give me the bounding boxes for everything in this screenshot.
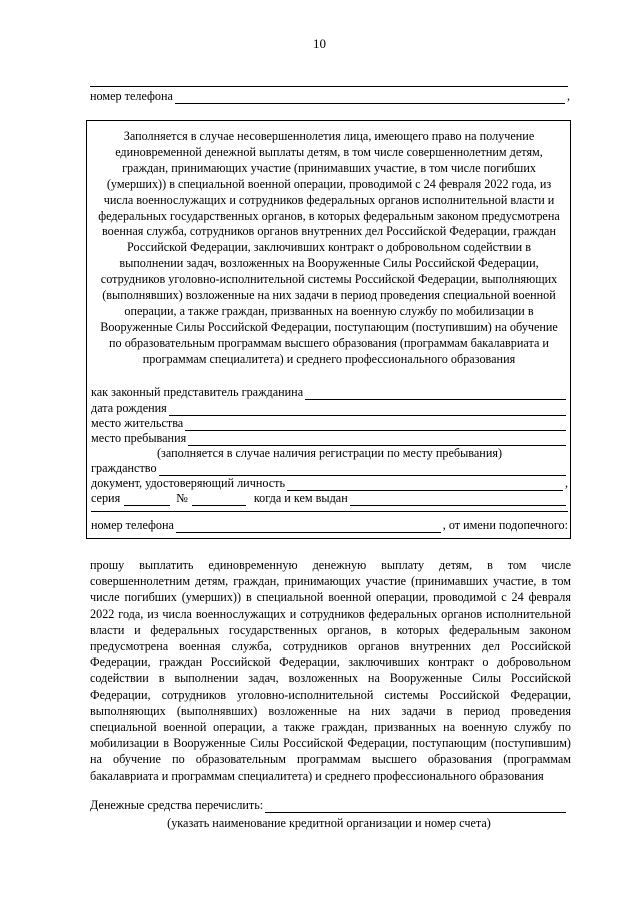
series-field[interactable] xyxy=(124,493,170,506)
series-label: серия xyxy=(91,491,121,505)
box-phone-label: номер телефона xyxy=(91,518,174,532)
top-phone-suffix: , xyxy=(566,89,570,103)
issued-continuation-line[interactable] xyxy=(91,511,568,512)
money-row xyxy=(90,797,568,813)
top-blank-line[interactable] xyxy=(90,86,568,87)
birth-date-row xyxy=(91,400,568,416)
money-note: (указать наименование кредитной организации и номер счета) xyxy=(167,816,491,830)
issued-label: когда и кем выдан xyxy=(253,491,348,505)
id-document-row xyxy=(91,475,568,491)
stay-row xyxy=(91,430,568,446)
box-phone-row xyxy=(91,517,568,533)
residence-row xyxy=(91,415,568,431)
citizenship-row xyxy=(91,460,568,476)
citizenship-label: гражданство xyxy=(91,461,157,475)
representative-field[interactable] xyxy=(305,387,566,400)
money-field[interactable] xyxy=(265,799,566,813)
representative-row xyxy=(91,384,568,400)
representative-label: как законный представитель гражданина xyxy=(91,385,304,399)
money-label: Денежные средства перечислить: xyxy=(90,798,264,812)
id-document-label: документ, удостоверяющий личность xyxy=(91,476,286,490)
residence-label: место жительства xyxy=(91,416,184,430)
request-paragraph: прошу выплатить единовременную денежную выплату детям, в том числе совершеннолетним детям, граждан, принимающих участие (принимавших участие, в том числе погибших (умерших)) в специальной военной операции, проводимой с 24 февраля 2022 года, из числа военнослужащих и сотрудников федеральных органов исполнительной власти и федеральных государственных органов, в которых федеральным законом предусмотрена военная служба, сотрудников органов внутренних дел Российской Федерации, граждан Российской Федерации, заключивших контракт о добровольном содействии в выполнении задач, возложенных на Вооруженные Силы Российской Федерации, сотрудников уголовно-исполнительной системы Российской Федерации, выполняющих (выполнявших) возложенные на них задачи в период проведения специальной военной операции, а также граждан, призванных на военную службу по мобилизации в Вооруженные Силы Российской Федерации, поступающим (поступившим) на обучение по образовательным программам высшего образования (программам бакалавриата и программам специалитета) и среднего профессионального образования xyxy=(90,558,571,783)
box-phone-suffix: , от имени подопечного: xyxy=(442,518,568,532)
top-phone-row xyxy=(90,88,570,104)
stay-label: место пребывания xyxy=(91,431,187,445)
box-phone-field[interactable] xyxy=(176,520,441,533)
issued-field[interactable] xyxy=(350,493,566,506)
guardian-box-heading: Заполняется в случае несовершеннолетия лица, имеющего право на получение единовременной денежной выплаты детям, в том числе совершеннолетним детям, граждан, принимающих участие (принимавших участие, в том числе погибших (умерших)) в специальной военной операции, проводимой с 24 февраля 2022 года, из числа военнослужащих и сотрудников федеральных органов исполнительной власти и федеральных государственных органов, в которых федеральным законом предусмотрена военная служба, сотрудников органов внутренних дел Российской Федерации, граждан Российской Федерации, заключивших контракт о добровольном содействии в выполнении задач, возложенных на Вооруженные Силы Российской Федерации, сотрудников уголовно-исполнительной системы Российской Федерации, выполняющих (выполнявших) возложенные на них задачи в период проведения специальной военной операции, а также граждан, призванных на военную службу по мобилизации в Вооруженные Силы Российской Федерации, поступающим (поступившим) на обучение по образовательным программам высшего образования (программам бакалавриата и программам специалитета) и среднего профессионального образования xyxy=(98,129,560,366)
birth-date-label: дата рождения xyxy=(91,401,167,415)
series-row xyxy=(91,490,568,506)
top-phone-label: номер телефона xyxy=(90,89,173,103)
page-number: 10 xyxy=(313,36,326,51)
number-field[interactable] xyxy=(192,493,246,506)
stay-note: (заполняется в случае наличия регистрации по месту пребывания) xyxy=(156,446,503,460)
top-phone-field[interactable] xyxy=(175,90,565,104)
number-label: № xyxy=(176,491,188,505)
id-document-suffix: , xyxy=(564,476,568,490)
